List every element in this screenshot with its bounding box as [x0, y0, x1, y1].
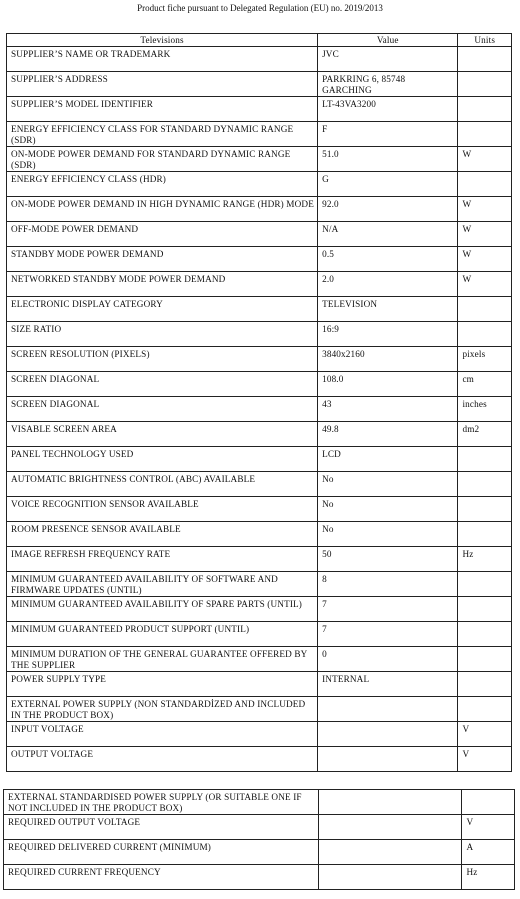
table-row [7, 597, 512, 622]
row-unit: A [462, 840, 515, 865]
row-value: 92.0 [318, 197, 458, 222]
row-unit: W [458, 222, 512, 247]
table-header-row [7, 34, 512, 47]
row-value: 16:9 [318, 322, 458, 347]
table-row [7, 297, 512, 322]
row-value: No [318, 497, 458, 522]
row-unit [458, 622, 512, 647]
row-unit [458, 172, 512, 197]
row-value: LCD [318, 447, 458, 472]
row-label: IMAGE REFRESH FREQUENCY RATE [7, 547, 318, 572]
row-label: VOICE RECOGNITION SENSOR AVAILABLE [7, 497, 318, 522]
table-row [7, 697, 512, 722]
row-label: EXTERNAL STANDARDISED POWER SUPPLY (OR SUITABLE ONE IF NOT INCLUDED IN THE PRODUCT BOX) [4, 790, 319, 815]
row-unit [458, 597, 512, 622]
row-value [319, 815, 462, 840]
row-value [319, 865, 462, 890]
table-row [7, 472, 512, 497]
row-unit [458, 672, 512, 697]
table-row [7, 222, 512, 247]
table-row [7, 372, 512, 397]
row-value: 3840x2160 [318, 347, 458, 372]
table-row [7, 572, 512, 597]
row-label: MINIMUM GUARANTEED AVAILABILITY OF SOFTWARE AND FIRMWARE UPDATES (UNTIL) [7, 572, 318, 597]
row-label: SCREEN DIAGONAL [7, 397, 318, 422]
row-value [318, 697, 458, 722]
row-value: PARKRING 6, 85748 GARCHING [318, 72, 458, 97]
row-label: SCREEN RESOLUTION (PIXELS) [7, 347, 318, 372]
header-televisions: Televisions [7, 34, 318, 47]
row-unit: W [458, 147, 512, 172]
row-unit [458, 97, 512, 122]
row-unit: W [458, 197, 512, 222]
row-unit: inches [458, 397, 512, 422]
row-unit: V [458, 747, 512, 772]
row-unit [462, 790, 515, 815]
row-value: 0.5 [318, 247, 458, 272]
row-label: MINIMUM GUARANTEED PRODUCT SUPPORT (UNTIL) [7, 622, 318, 647]
row-unit: V [458, 722, 512, 747]
row-value: N/A [318, 222, 458, 247]
table-row [7, 622, 512, 647]
row-unit: W [458, 272, 512, 297]
row-value: F [318, 122, 458, 147]
row-unit [458, 497, 512, 522]
table-row [7, 422, 512, 447]
row-label: POWER SUPPLY TYPE [7, 672, 318, 697]
external-power-supply-table [3, 789, 515, 890]
row-label: ENERGY EFFICIENCY CLASS (HDR) [7, 172, 318, 197]
table-row [7, 722, 512, 747]
row-label: ENERGY EFFICIENCY CLASS FOR STANDARD DYNAMIC RANGE (SDR) [7, 122, 318, 147]
row-label: OUTPUT VOLTAGE [7, 747, 318, 772]
product-fiche-table [6, 33, 512, 772]
table-row [4, 865, 515, 890]
row-value: TELEVISION [318, 297, 458, 322]
row-label: REQUIRED DELIVERED CURRENT (MINIMUM) [4, 840, 319, 865]
table-row [4, 790, 515, 815]
row-label: VISABLE SCREEN AREA [7, 422, 318, 447]
row-value: INTERNAL [318, 672, 458, 697]
row-label: AUTOMATIC BRIGHTNESS CONTROL (ABC) AVAILABLE [7, 472, 318, 497]
row-label: STANDBY MODE POWER DEMAND [7, 247, 318, 272]
table-row [7, 122, 512, 147]
row-value: LT-43VA3200 [318, 97, 458, 122]
row-value: 7 [318, 622, 458, 647]
row-value [319, 840, 462, 865]
row-unit [458, 697, 512, 722]
table-row [7, 272, 512, 297]
row-label: SIZE RATIO [7, 322, 318, 347]
row-unit [458, 447, 512, 472]
row-unit [458, 122, 512, 147]
row-unit: Hz [458, 547, 512, 572]
row-value [319, 790, 462, 815]
row-unit: V [462, 815, 515, 840]
row-label: EXTERNAL POWER SUPPLY (NON STANDARDİZED AND INCLUDED IN THE PRODUCT BOX) [7, 697, 318, 722]
row-unit [458, 522, 512, 547]
table-row [7, 147, 512, 172]
row-value: 7 [318, 597, 458, 622]
table-row [4, 815, 515, 840]
row-unit [458, 47, 512, 72]
row-label: SCREEN DIAGONAL [7, 372, 318, 397]
table-row [7, 672, 512, 697]
row-value: 50 [318, 547, 458, 572]
document-title: Product fiche pursuant to Delegated Regulation (EU) no. 2019/2013 [137, 3, 383, 13]
table-row [7, 197, 512, 222]
row-value: 51.0 [318, 147, 458, 172]
row-unit: dm2 [458, 422, 512, 447]
row-unit [458, 72, 512, 97]
row-value: 49.8 [318, 422, 458, 447]
row-value: 2.0 [318, 272, 458, 297]
table-row [7, 547, 512, 572]
row-label: OFF-MODE POWER DEMAND [7, 222, 318, 247]
row-unit: pixels [458, 347, 512, 372]
table-row [7, 497, 512, 522]
row-label: NETWORKED STANDBY MODE POWER DEMAND [7, 272, 318, 297]
table-row [7, 97, 512, 122]
table-row [7, 522, 512, 547]
table-row [7, 72, 512, 97]
table-row [4, 840, 515, 865]
table-row [7, 447, 512, 472]
row-label: MINIMUM DURATION OF THE GENERAL GUARANTEE OFFERED BY THE SUPPLIER [7, 647, 318, 672]
row-unit [458, 572, 512, 597]
table-row [7, 172, 512, 197]
table-row [7, 47, 512, 72]
table-row [7, 347, 512, 372]
row-label: INPUT VOLTAGE [7, 722, 318, 747]
row-label: MINIMUM GUARANTEED AVAILABILITY OF SPARE PARTS (UNTIL) [7, 597, 318, 622]
row-label: SUPPLIER’S MODEL IDENTIFIER [7, 97, 318, 122]
row-label: ROOM PRESENCE SENSOR AVAILABLE [7, 522, 318, 547]
row-value [318, 747, 458, 772]
row-unit [458, 297, 512, 322]
row-unit [458, 647, 512, 672]
row-unit: W [458, 247, 512, 272]
row-value: 8 [318, 572, 458, 597]
row-unit: Hz [462, 865, 515, 890]
row-label: REQUIRED OUTPUT VOLTAGE [4, 815, 319, 840]
row-label: SUPPLIER’S ADDRESS [7, 72, 318, 97]
row-value: 43 [318, 397, 458, 422]
row-label: REQUIRED CURRENT FREQUENCY [4, 865, 319, 890]
row-value: 108.0 [318, 372, 458, 397]
row-label: SUPPLIER’S NAME OR TRADEMARK [7, 47, 318, 72]
row-label: PANEL TECHNOLOGY USED [7, 447, 318, 472]
table-row [7, 322, 512, 347]
table-row [7, 747, 512, 772]
row-unit [458, 472, 512, 497]
table-row [7, 397, 512, 422]
row-label: ELECTRONIC DISPLAY CATEGORY [7, 297, 318, 322]
table-row [7, 247, 512, 272]
row-unit [458, 322, 512, 347]
row-value: No [318, 472, 458, 497]
row-label: ON-MODE POWER DEMAND FOR STANDARD DYNAMIC RANGE (SDR) [7, 147, 318, 172]
row-value [318, 722, 458, 747]
row-value: No [318, 522, 458, 547]
row-value: G [318, 172, 458, 197]
header-value: Value [318, 34, 458, 47]
row-unit: cm [458, 372, 512, 397]
header-units: Units [458, 34, 512, 47]
row-label: ON-MODE POWER DEMAND IN HIGH DYNAMIC RANGE (HDR) MODE [7, 197, 318, 222]
row-value: 0 [318, 647, 458, 672]
row-value: JVC [318, 47, 458, 72]
table-row [7, 647, 512, 672]
